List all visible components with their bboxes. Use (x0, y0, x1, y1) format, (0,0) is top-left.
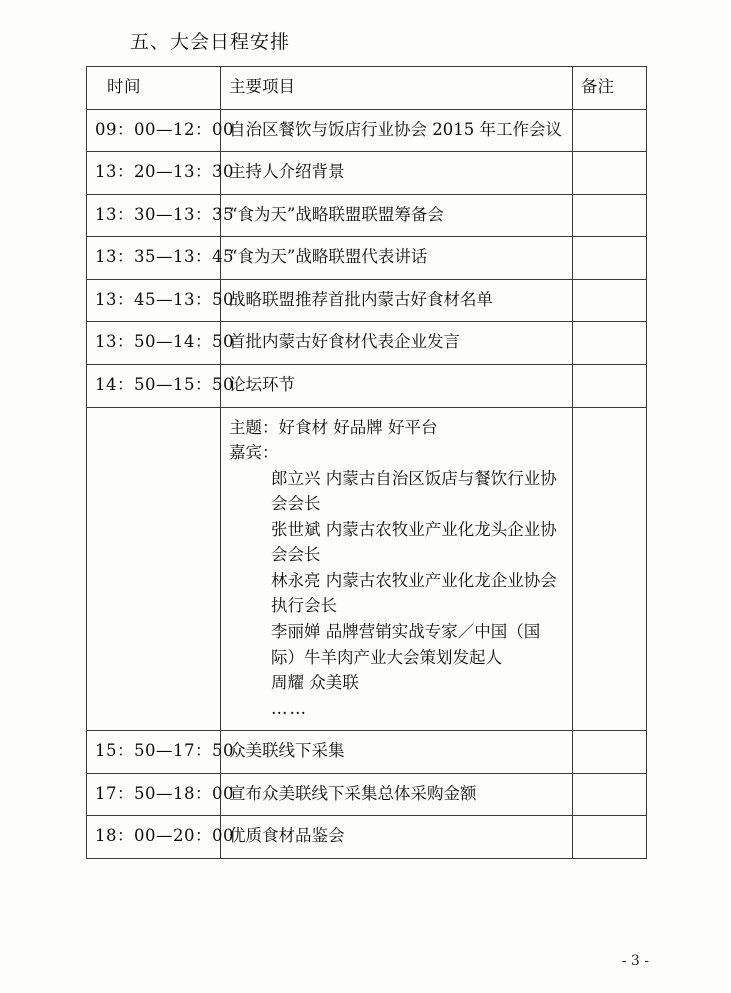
cell-time: 13：45—13：50 (87, 279, 221, 322)
table-row (87, 816, 647, 859)
cell-item: 主持人介绍背景 (221, 152, 573, 195)
cell-note (573, 152, 647, 195)
cell-item: “食为天”战略联盟代表讲话 (221, 237, 573, 280)
forum-guest-item: 郎立兴 内蒙古自治区饭店与餐饮行业协会会长 (271, 468, 557, 514)
cell-item: 论坛环节 (221, 364, 573, 407)
forum-guest-item: 周耀 众美联 (271, 673, 359, 693)
forum-guest-item: 李丽婵 品牌营销实战专家／中国（国际）牛羊肉产业大会策划发起人 (271, 622, 541, 667)
cell-note (573, 194, 647, 237)
cell-time: 09：00—12：00 (87, 109, 221, 152)
cell-note (573, 407, 647, 731)
column-header-item: 主要项目 (221, 67, 573, 110)
table-row (87, 773, 647, 816)
cell-time: 13：35—13：45 (87, 237, 221, 280)
forum-guest-label: 嘉宾： (229, 443, 279, 463)
table-row (87, 237, 647, 280)
cell-time-empty (87, 407, 221, 731)
column-header-note: 备注 (573, 67, 647, 110)
cell-time: 18：00—20：00 (87, 816, 221, 859)
forum-guest-item: 林永亮 内蒙古农牧业产业化龙企业协会执行会长 (271, 570, 557, 616)
section-heading: 五、大会日程安排 (130, 31, 291, 53)
cell-item: 众美联线下采集 (221, 731, 573, 774)
forum-guest-item: 张世斌 内蒙古农牧业产业化龙头企业协会会长 (271, 519, 557, 565)
cell-forum-details (221, 407, 573, 731)
table-row (87, 109, 647, 152)
cell-note (573, 816, 647, 859)
table-row (87, 322, 647, 365)
cell-note (573, 279, 647, 322)
cell-note (573, 322, 647, 365)
table-row-forum (87, 407, 647, 731)
cell-item: 宣布众美联线下采集总体采购金额 (221, 773, 573, 816)
cell-note (573, 731, 647, 774)
table-row (87, 364, 647, 407)
cell-note (573, 773, 647, 816)
cell-item: 自治区餐饮与饭店行业协会 2015 年工作会议 (221, 109, 573, 152)
table-row (87, 731, 647, 774)
cell-note (573, 237, 647, 280)
cell-item: 首批内蒙古好食材代表企业发言 (221, 322, 573, 365)
cell-note (573, 109, 647, 152)
cell-item: 优质食材品鉴会 (221, 816, 573, 859)
cell-time: 13：30—13：35 (87, 194, 221, 237)
cell-note (573, 364, 647, 407)
table-row (87, 152, 647, 195)
table-row (87, 279, 647, 322)
forum-topic: 主题：好食材 好品牌 好平台 (229, 417, 438, 437)
table-header-row (87, 67, 647, 110)
page-number: - 3 - (621, 953, 649, 969)
cell-item: 战略联盟推荐首批内蒙古好食材名单 (221, 279, 573, 322)
cell-time: 13：50—14：50 (87, 322, 221, 365)
cell-time: 17：50—18：00 (87, 773, 221, 816)
cell-time: 15：50—17：50 (87, 731, 221, 774)
column-header-time: 时间 (87, 67, 221, 110)
forum-ellipsis: …… (271, 698, 308, 718)
cell-item: “食为天”战略联盟联盟筹备会 (221, 194, 573, 237)
schedule-table (86, 66, 647, 859)
cell-time: 14：50—15：50 (87, 364, 221, 407)
cell-time: 13：20—13：30 (87, 152, 221, 195)
table-row (87, 194, 647, 237)
